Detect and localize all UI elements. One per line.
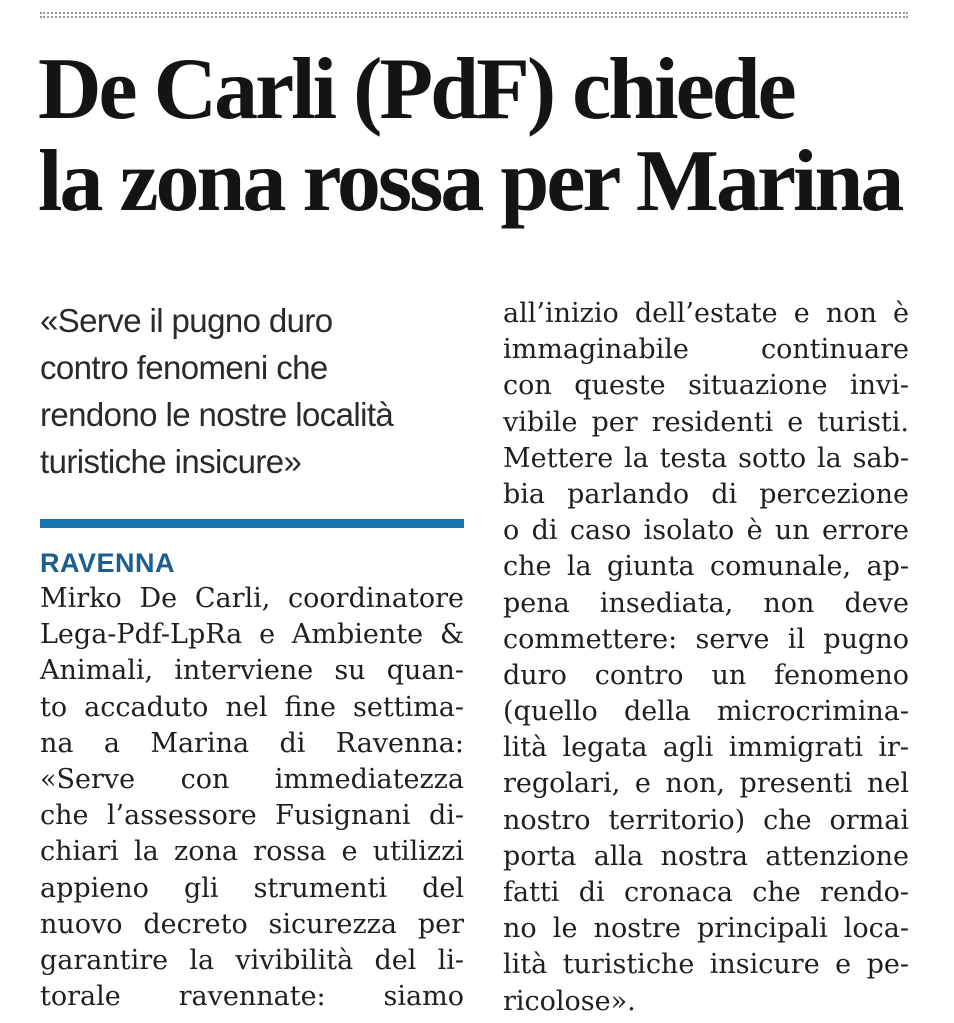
body-line: porta alla nostra attenzione: [503, 840, 909, 872]
body-column-left: [40, 581, 464, 1015]
standfirst-line: rendono le nostre località: [40, 396, 394, 433]
top-dotted-rule: [40, 12, 908, 18]
body-line: to accaduto nel fine settima-: [40, 691, 464, 723]
body-line: all’inizio dell’estate e non è: [503, 298, 909, 329]
dateline: RAVENNA: [40, 548, 176, 578]
body-line: «Serve con immediatezza: [40, 763, 464, 795]
body-line: vibile per residenti e turisti.: [503, 406, 909, 438]
body-line: Mettere la testa sotto la sab-: [503, 442, 909, 474]
body-line: fatti di cronaca che rendo-: [503, 877, 909, 908]
body-line: commettere: serve il pugno: [503, 623, 909, 655]
body-line: regolari, e non, presenti nel: [503, 768, 909, 800]
body-line: garantire la vivibilità del li-: [40, 944, 464, 976]
body-line: che l’assessore Fusignani di-: [40, 800, 464, 832]
standfirst-line: «Serve il pugno duro: [40, 302, 333, 339]
body-line: immaginabile continuare: [503, 334, 909, 366]
body-line: con queste situazione invi-: [503, 370, 909, 402]
body-line: Mirko De Carli, coordinatore: [40, 583, 464, 614]
standfirst-quote: [40, 297, 480, 485]
accent-rule: [40, 519, 464, 528]
body-line: o di caso isolato è un errore: [503, 515, 909, 547]
body-line: lità legata agli immigrati ir-: [503, 732, 909, 764]
body-line: ricolose».: [503, 985, 636, 1017]
body-line: no le nostre principali loca-: [503, 913, 909, 945]
body-line: bia parlando di percezione: [503, 478, 909, 510]
body-line: Animali, interviene su quan-: [40, 655, 464, 687]
body-line: duro contro un fenomeno: [503, 659, 909, 691]
body-line: (quello della microcrimina-: [503, 696, 909, 728]
body-column-right: [503, 296, 909, 1020]
headline: [38, 41, 918, 230]
body-line: appieno gli strumenti del: [40, 872, 464, 904]
body-line: pena insediata, non deve: [503, 587, 909, 619]
body-line: nuovo decreto sicurezza per: [40, 908, 464, 940]
body-line: torale ravennate: siamo: [40, 981, 464, 1013]
body-line: chiari la zona rossa e utilizzi: [40, 836, 464, 868]
body-line: lità turistiche insicure e pe-: [503, 949, 909, 981]
body-line: che la giunta comunale, ap-: [503, 551, 909, 583]
body-line: na a Marina di Ravenna:: [40, 727, 464, 759]
headline-line-2: la zona rossa per Marina: [38, 133, 902, 230]
standfirst-line: contro fenomeni che: [40, 349, 328, 386]
body-line: Lega-Pdf-LpRa e Ambiente &: [40, 619, 464, 651]
standfirst-line: turistiche insicure»: [40, 443, 302, 480]
body-line: nostro territorio) che ormai: [503, 804, 909, 836]
headline-line-1: De Carli (PdF) chiede: [38, 41, 794, 138]
